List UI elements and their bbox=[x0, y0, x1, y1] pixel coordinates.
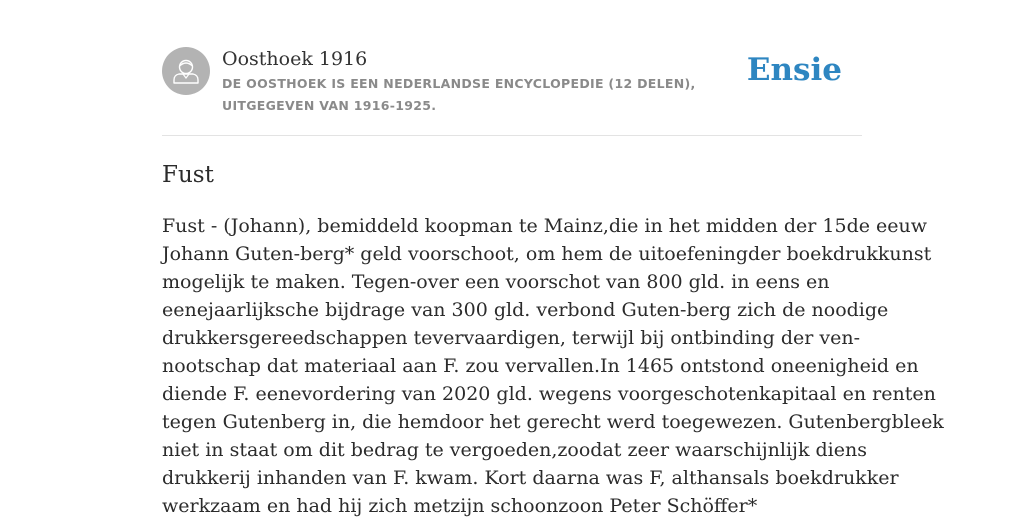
entry-line: nootschap dat materiaal aan F. zou vervallen.In 1465 ontstond oneenigheid en bbox=[162, 355, 919, 377]
source-description: DE OOSTHOEK IS EEN NEDERLANDSE ENCYCLOPEDIE (12 DELEN), UITGEGEVEN VAN 1916-1925. bbox=[222, 76, 696, 113]
entry-line: Fust - (Johann), bemiddeld koopman te Mainz,die in het midden der 15de eeuw bbox=[162, 215, 928, 237]
entry-body bbox=[162, 212, 944, 520]
source-avatar[interactable] bbox=[162, 47, 210, 95]
source-header bbox=[162, 47, 862, 135]
entry-line: diende F. eenevordering van 2020 gld. wegens voorgeschotenkapitaal en renten bbox=[162, 383, 936, 405]
entry-line: niet in staat om dit bedrag te vergoeden,zoodat zeer waarschijnlijk diens bbox=[162, 439, 867, 461]
entry-line: tegen Gutenberg in, die hemdoor het gerecht werd toegewezen. Gutenbergbleek bbox=[162, 411, 944, 433]
entry-title: Fust bbox=[162, 162, 214, 188]
header-divider bbox=[162, 135, 862, 136]
ensie-logo[interactable]: Ensie bbox=[746, 52, 842, 88]
user-avatar-icon bbox=[162, 47, 210, 95]
source-title[interactable]: Oosthoek 1916 bbox=[222, 48, 368, 70]
entry-line: mogelijk te maken. Tegen-over een voorschot van 800 gld. in eens en bbox=[162, 271, 830, 293]
entry-line: drukkerij inhanden van F. kwam. Kort daarna was F, althansals boekdrukker bbox=[162, 467, 899, 489]
entry-line: drukkersgereedschappen tevervaardigen, terwijl bij ontbinding der ven- bbox=[162, 327, 861, 349]
entry-line: Johann Guten-berg* geld voorschoot, om hem de uitoefeningder boekdrukkunst bbox=[162, 243, 932, 265]
entry-line: eenejaarlijksche bijdrage van 300 gld. verbond Guten-berg zich de noodige bbox=[162, 299, 889, 321]
entry-line: werkzaam en had hij zich metzijn schoonzoon Peter Schöffer* bbox=[162, 495, 758, 517]
